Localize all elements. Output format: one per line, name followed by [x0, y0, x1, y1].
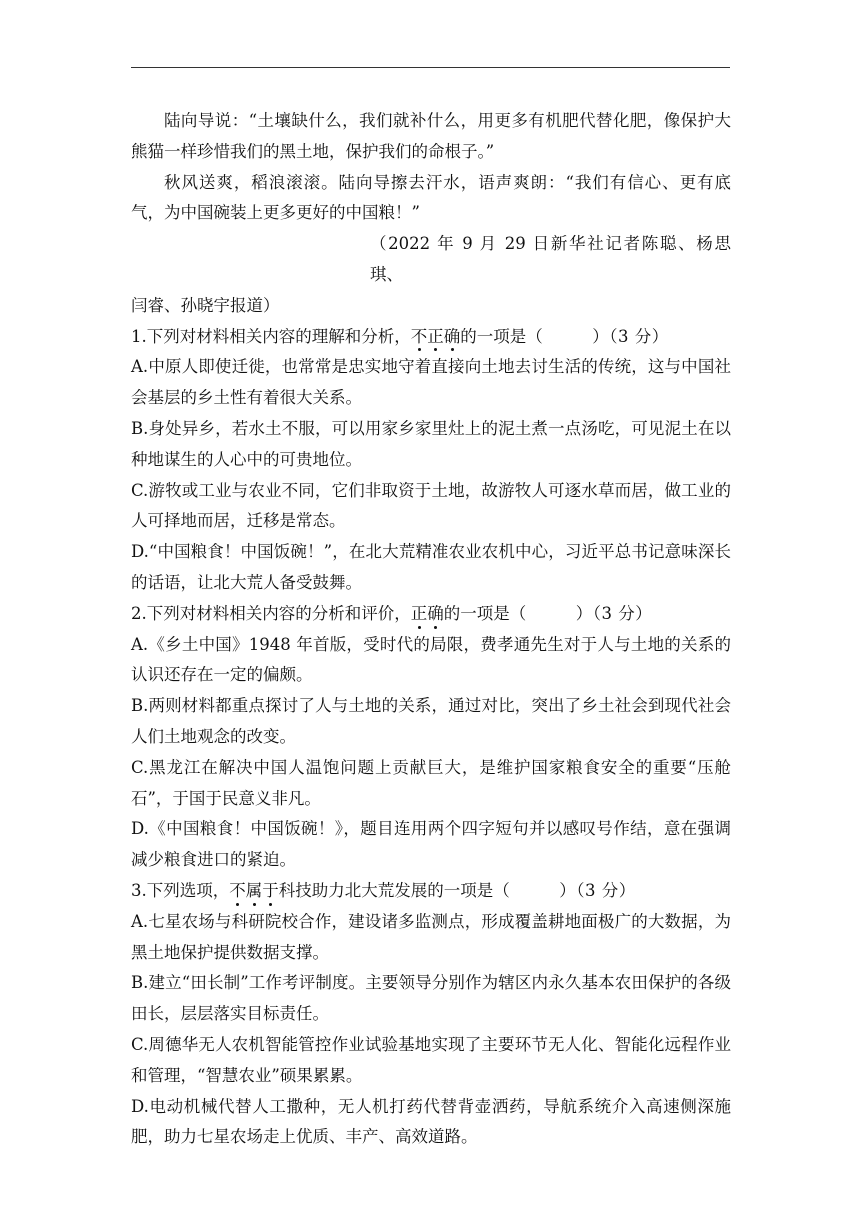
question-stem-2: 2.下列对材料相关内容的分析和评价，正确的一项是（ ）（3 分） — [131, 599, 731, 630]
option-1a: A.中原人即使迁徙，也常常是忠实地守着直接向土地去讨生活的传统，这与中国社会基层的乡土性有着很大关系。 — [131, 357, 731, 408]
emphasis-char: 确 — [444, 322, 461, 353]
answer-blank — [526, 604, 576, 623]
question-stem-3: 3.下列选项，不属于科技助力北大荒发展的一项是（ ）（3 分） — [131, 876, 731, 907]
option-2d: D.《中国粮食！中国饭碗！》，题目连用两个四字短句并以感叹号作结，意在强调减少粮食进口的紧迫。 — [131, 819, 731, 870]
option-3a: A.七星农场与科研院校合作，建设诸多监测点，形成覆盖耕地面极广的大数据，为黑土地保护提供数据支撑。 — [131, 911, 731, 962]
question-stem-1: 1.下列对材料相关内容的理解和分析，不正确的一项是（ ）（3 分） — [131, 322, 731, 353]
option-3b: B.建立“田长制”工作考评制度。主要领导分别作为辖区内永久基本农田保护的各级田长，层层落实目标责任。 — [131, 973, 731, 1024]
answer-blank — [510, 881, 560, 900]
emphasis-char: 不 — [229, 876, 246, 907]
question-score: ）（3 分） — [592, 326, 669, 346]
answer-blank — [543, 327, 593, 346]
option-2b: B.两则材料都重点探讨了人与土地的关系，通过对比，突出了乡土社会到现代社会人们土地观念的改变。 — [131, 696, 731, 746]
option-1b: B.身处异乡，若水土不服，可以用家乡家里灶上的泥土煮一点汤吃，可见泥土在以种地谋生的人心中的可贵地位。 — [131, 418, 731, 469]
emphasis-char: 属 — [246, 876, 263, 907]
header-rule — [131, 67, 730, 68]
option-3d: D.电动机械代替人工撒种，无人机打药代替背壶洒药，导航系统介入高速侧深施肥，助力七星农场走上优质、丰产、高效道路。 — [131, 1096, 731, 1147]
option-1d: D.“中国粮食！中国饭碗！”，在北大荒精准农业农机中心，习近平总书记意味深长的话语，让北大荒人备受鼓舞。 — [131, 542, 731, 592]
passage-paragraph: 秋风送爽，稻浪滚滚。陆向导擦去汗水，语声爽朗：“我们有信心、更有底气，为中国碗装上更多更好的中国粮！” — [131, 172, 731, 223]
document-body — [131, 106, 731, 1153]
option-2a: A.《乡土中国》1948 年首版，受时代的局限，费孝通先生对于人与土地的关系的认识还存在一定的偏颇。 — [131, 634, 731, 685]
source-byline-continued: 闫睿、孙晓宇报道） — [131, 295, 280, 315]
emphasis-char: 确 — [427, 599, 444, 630]
emphasis-char: 正 — [411, 599, 428, 630]
source-byline: （2022 年 9 月 29 日新华社记者陈聪、杨思琪、 — [370, 234, 731, 284]
emphasis-char: 不 — [411, 322, 428, 353]
emphasis-char: 正 — [427, 322, 444, 353]
passage-paragraph: 陆向导说：“土壤缺什么，我们就补什么，用更多有机肥代替化肥，像保护大熊猫一样珍惜我们的黑土地，保护我们的命根子。” — [131, 111, 731, 161]
emphasis-char: 于 — [262, 876, 279, 907]
option-2c: C.黑龙江在解决中国人温饱问题上贡献巨大，是维护国家粮食安全的重要“压舱石”，于国于民意义非凡。 — [131, 757, 731, 808]
option-1c: C.游牧或工业与农业不同，它们非取资于土地，故游牧人可逐水草而居，做工业的人可择地而居，迁移是常态。 — [131, 480, 731, 531]
question-score: ）（3 分） — [575, 603, 653, 623]
option-3c: C.周德华无人农机智能管控作业试验基地实现了主要环节无人化、智能化远程作业和管理，“智慧农业”硕果累累。 — [131, 1034, 731, 1085]
question-score: ）（3 分） — [559, 880, 636, 900]
